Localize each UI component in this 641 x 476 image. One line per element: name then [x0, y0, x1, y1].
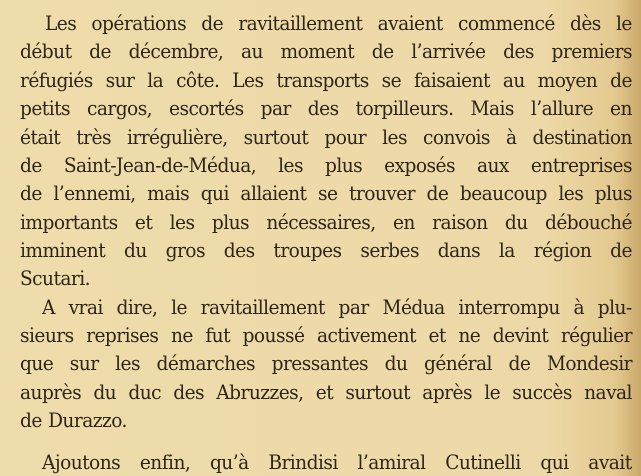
text-line: de Durazzo.	[20, 408, 127, 432]
text-line: Les opérations de ravitaillement avaient commencé dès le	[45, 11, 632, 35]
text-line: A vrai dire, le ravitaillement par Médua interrompu à plu-	[42, 295, 632, 319]
text-line: réfugiés sur la côte. Les transports se faisaient au moyen de	[20, 68, 632, 92]
text-line: sieurs reprises ne fut poussé activement et ne devint régulier	[20, 323, 632, 347]
text-line: Ajoutons enfin, qu’à Brindisi l’amiral Cutinelli qui avait	[42, 450, 632, 474]
text-line: de Saint-Jean-de-Médua, les plus exposés aux entreprises	[20, 153, 632, 177]
text-line: petits cargos, escortés par des torpilleurs. Mais l’allure en	[20, 96, 632, 120]
text-line: imminent du gros des troupes serbes dans la région de	[20, 238, 632, 262]
text-line: que sur les démarches pressantes du général de Mondesir	[20, 351, 632, 375]
text-line: début de décembre, au moment de l’arrivée des premiers	[20, 39, 632, 63]
text-line: de l’ennemi, mais qui allaient se trouver de beaucoup les plus	[20, 181, 632, 205]
text-line: Scutari.	[20, 266, 90, 290]
text-line: importants et les plus nécessaires, en raison du débouché	[20, 210, 632, 234]
text-line: auprès du duc des Abruzzes, et surtout après le succès naval	[20, 380, 632, 404]
text-line: était très irrégulière, surtout pour les convois à destination	[20, 125, 632, 149]
